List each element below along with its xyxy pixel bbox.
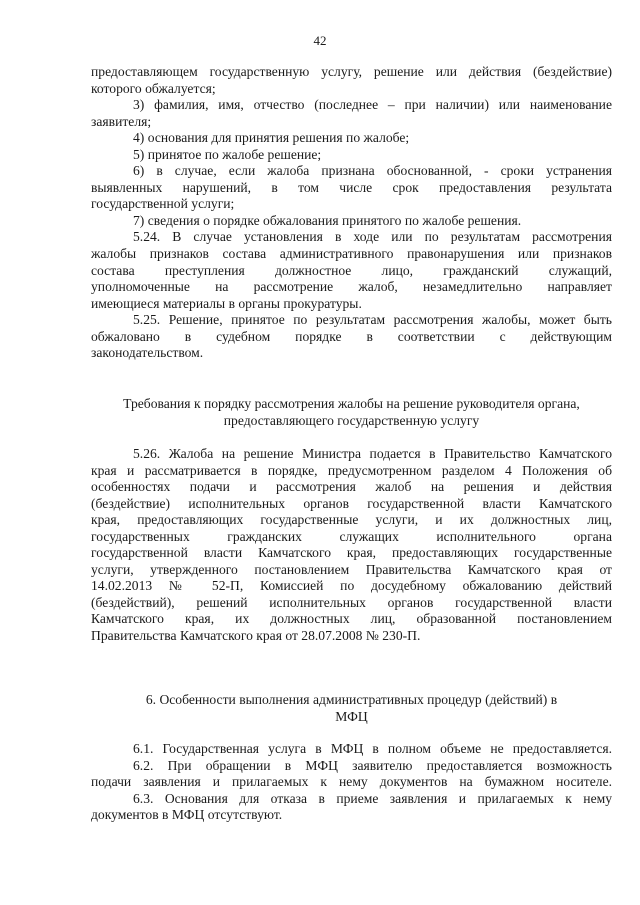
text-line: законодательством. bbox=[91, 345, 204, 361]
text-line: Правительства Камчатского края от 28.07.2008 № 230-П. bbox=[91, 628, 421, 644]
text-line: 5.24. В случае установления в ходе или по результатам рассмотрения bbox=[133, 229, 612, 245]
text-line: (бездействий), решений исполнительных органов государственной власти bbox=[91, 594, 612, 610]
text-line: 5) принятое по жалобе решение; bbox=[133, 146, 322, 162]
text-line: 5.26. Жалоба на решение Министра подается в Правительство Камчатского bbox=[133, 446, 612, 461]
heading-line: Требования к порядку рассмотрения жалобы на решение руководителя органа, bbox=[123, 396, 580, 411]
text-line: услуги, утвержденного постановлением Правительства Камчатского края от bbox=[91, 561, 612, 577]
text-line: 6.1. Государственная услуга в МФЦ в полном объеме не предоставляется. bbox=[133, 741, 612, 756]
page-number: 42 bbox=[313, 33, 327, 48]
section-heading-2 bbox=[91, 692, 612, 725]
text-line: 6.2. При обращении в МФЦ заявителю предоставляется возможность bbox=[133, 757, 612, 773]
text-line: уполномоченные на рассмотрение жалоб, незамедлительно направляет bbox=[91, 279, 612, 295]
text-line: предоставляющем государственную услугу, решение или действия (бездействие) bbox=[91, 64, 612, 79]
text-line: заявителя; bbox=[91, 113, 152, 129]
heading-line: предоставляющего государственную услугу bbox=[223, 412, 480, 428]
text-line: имеющиеся материалы в органы прокуратуры. bbox=[91, 295, 362, 311]
text-line: государственной услуги; bbox=[91, 196, 235, 212]
paragraph-block-2 bbox=[91, 446, 612, 645]
text-line: подачи заявления и прилагаемых к нему документов на бумажном носителе. bbox=[91, 774, 612, 790]
text-line: 4) основания для принятия решения по жалобе; bbox=[133, 130, 410, 146]
text-line: жалобы признаков состава административного правонарушения или признаков bbox=[91, 246, 612, 262]
text-line: 5.25. Решение, принятое по результатам рассмотрения жалобы, может быть bbox=[133, 312, 612, 328]
text-line: 6.3. Основания для отказа в приеме заявления и прилагаемых к нему bbox=[133, 790, 612, 806]
text-line: особенностях подачи и рассмотрения жалоб на решения и действия bbox=[91, 479, 612, 495]
heading-line: 6. Особенности выполнения административных процедур (действий) в bbox=[145, 692, 558, 707]
text-line: Камчатского края, их должностных лиц, образованной постановлением bbox=[91, 611, 612, 627]
text-line: 3) фамилия, имя, отчество (последнее – при наличии) или наименование bbox=[133, 97, 612, 113]
paragraph-block-1 bbox=[91, 64, 612, 362]
text-line: документов в МФЦ отсутствуют. bbox=[91, 807, 283, 823]
text-line: 14.02.2013 № 52-П, Комиссией по досудебному обжалованию действий bbox=[91, 578, 612, 594]
paragraph-block-3 bbox=[91, 741, 612, 824]
text-line: 7) сведения о порядке обжалования принятого по жалобе решения. bbox=[133, 212, 522, 228]
text-line: обжаловано в судебном порядке в соответствии с действующим bbox=[91, 328, 612, 344]
text-line: государственных гражданских служащих исполнительного органа bbox=[91, 528, 612, 544]
text-line: которого обжалуется; bbox=[91, 80, 216, 96]
text-line: (бездействие) исполнительных органов государственной власти Камчатского bbox=[91, 495, 612, 511]
text-line: края, предоставляющих государственные услуги, и их должностных лиц, bbox=[91, 512, 612, 528]
text-line: выявленных нарушений, в том числе срок предоставления результата bbox=[91, 179, 612, 195]
text-line: края и рассматривается в порядке, предусмотренном разделом 4 Положения об bbox=[91, 462, 612, 478]
heading-line: МФЦ bbox=[335, 708, 368, 724]
text-line: состава преступления должностное лицо, гражданский служащий, bbox=[91, 262, 612, 278]
text-line: 6) в случае, если жалоба признана обоснованной, - сроки устранения bbox=[133, 163, 612, 179]
text-line: государственной власти Камчатского края, предоставляющих государственные bbox=[91, 545, 612, 561]
section-heading-1 bbox=[91, 396, 612, 429]
